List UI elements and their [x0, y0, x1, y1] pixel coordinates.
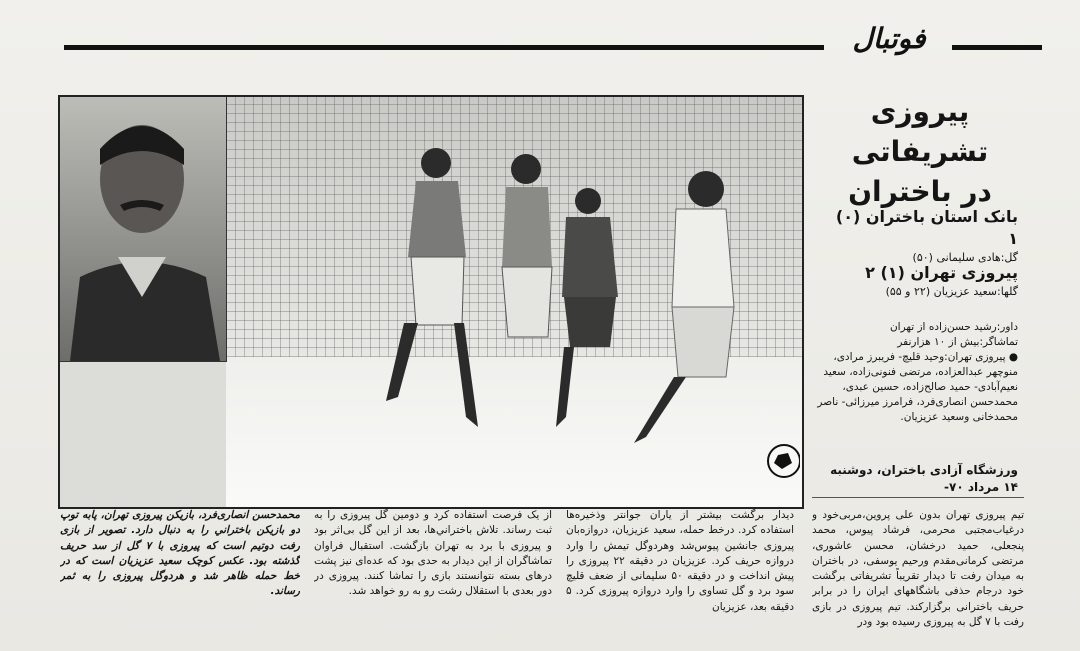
score-line: پیروزی تهران (۱) ۲ [865, 263, 1018, 282]
score-block-pirouzi [822, 262, 1018, 300]
headline [822, 92, 1018, 212]
headline-line1: پیروزی تشریفاتی [851, 95, 989, 168]
score-block-bank-bakhtaran [822, 206, 1018, 266]
photo-caption: محمدحسن انصاری‌فرد، بازیکن پیروزی تهران، پابه توپ دو بازیکن باختراني را به دنبال دارد. تصویر از بازی رفت دوتیم است که پیروزی با ۷ گل از سد حریف گذشته بود. عکس کوچک سعید عزیزیان است که در خط حمله ظاهر شد و هردوگل پیروزی را به ثمر رساند. [60, 509, 300, 598]
venue-dateline: ورزشگاه آزادی باختران، دوشنبه ۱۴ مرداد ۷۰- [830, 463, 1018, 494]
crowd-line: تماشاگر:بیش از ۱۰ هزارنفر [897, 336, 1018, 348]
match-photo [58, 95, 804, 509]
team-lineup: ● پیروزی تهران:وحید قلیچ- فریبرز مرادی، منوچهر عبدالعزاده، مرتضی فنونی‌زاده، سعید نعیم‌آبادی- حمید صالح‌زاده، حسین عبدی، محمدحسن انصاری‌فرد، فرامرز میرزائی- ناصر محمدخانی وسعید عزیزیان. [817, 351, 1018, 423]
field-photo [226, 97, 802, 507]
score-line: بانک استان باختران (۰) ۱ [835, 207, 1018, 248]
section-rule-left [64, 45, 824, 50]
goal-scorers: گلها:سعید عزیزیان (۲۲ و ۵۵) [885, 285, 1018, 298]
referee-line: داور:رشید حسن‌زاده از تهران [889, 321, 1018, 333]
inset-portrait-photo [60, 97, 227, 362]
article-column-3: از یک فرصت استفاده کرد و دومین گل پیروزی را به ثبت رساند. تلاش باختراني‌ها، بعد از این گل بی‌اثر بود و پیروزی با برد به تهران بازگشت. استقبال فراوان تماشاگران از این دیدار به حدی بود که عده‌ای نیز پشت درهای بسته نتوانستند بازی را تماشا کنند. پیروزی در دور بعدی با استقلال رشت رو به رو خواهد شد. [314, 509, 552, 598]
goal-scorers: گل:هادی سلیمانی (۵۰) [912, 251, 1018, 264]
match-details [812, 320, 1018, 425]
players-illustration [226, 97, 800, 503]
article-column-1: تیم پیروزی تهران بدون علی پروین،مربی‌خود و درغیاب‌مجتبی محرمی، فرشاد پیوس، محمد پنجعلی، حمید درخشان، محسن عاشوری، مرتضی کرمانی‌مقدم ورحیم یوسفی، در باختران به میدان رفت تا دیدار تقریباً تشریفاتی برگشت خود درجام حذفی باشگاههای ایران را در برابر حریف باخترانی برگزارکند. تیم پیروزی در بازی رفت با ۷ گل به پیروزی رسیده بود ودر [812, 509, 1024, 629]
article-column-2: دیدار برگشت بیشتر از یاران جوانتر وذخیره‌ها استفاده کرد. درخط حمله، سعید عزیزیان، دروازه‌بان پیروزی جانشین پیوس‌شد وهردوگل تیمش را وارد دروازه حریف کرد. عزیزیان در دقیقه ۲۲ پیروزی را پیش انداخت و در دقیقه ۵۰ سلیمانی از ضعف قلیچ سود برد و گل تساوی را وارد دروازه پیروزی کرد. ۵ دقیقه بعد، عزیزیان [566, 509, 794, 613]
headline-line2: در باختران [848, 175, 992, 208]
section-rule-right [952, 45, 1042, 50]
section-title: فوتبال [852, 22, 926, 55]
column-rule [812, 497, 1024, 498]
portrait-illustration [60, 97, 226, 361]
